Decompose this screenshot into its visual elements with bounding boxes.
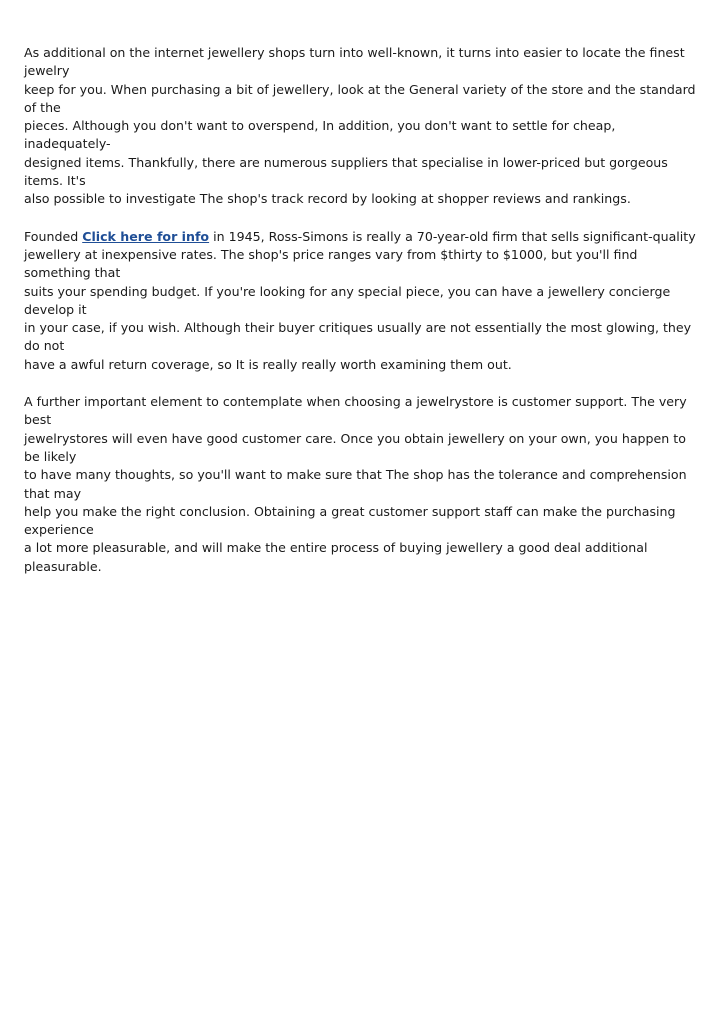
click-here-for-info-link[interactable]: Click here for info: [82, 228, 210, 244]
paragraph-2: [24, 228, 696, 374]
paragraph-1: As additional on the internet jewellery shops turn into well-known, it turns into easier to locate the finest jewelry keep for you. When purchasing a bit of jewellery, look at the General variety of the store and the standard of the pieces. Although you don't want to overspend, In addition, you don't want to settle for cheap, inadequately- designed items. Thankfully, there are numerous suppliers that specialise in lower-priced but gorgeous items. It's also possible to investigate The shop's track record by looking at shopper reviews and rankings.: [24, 45, 696, 207]
paragraph-2-rest: in 1945, Ross-Simons is really a 70-year-old firm that sells significant-quality jewellery at inexpensive rates. The shop's price ranges vary from $thirty to $1000, but you'll find something that suits your spending budget. If you're looking for any special piece, you can have a jewellery concierge develop it in your case, if you wish. Although their buyer critiques usually are not essentially the most glowing, they do not have a awful return coverage, so It is really really worth examining them out.: [24, 228, 696, 372]
paragraph-3: A further important element to contemplate when choosing a jewelrystore is customer support. The very best jewelrystores will even have good customer care. Once you obtain jewellery on your own, you happen to be likely to have many thoughts, so you'll want to make sure that The shop has the tolerance and comprehension that may help you make the right conclusion. Obtaining a great customer support staff can make the purchasing experience a lot more pleasurable, and will make the entire process of buying jewellery a good deal additional pleasurable.: [24, 394, 687, 574]
paragraph-2-lead: Founded: [24, 228, 83, 244]
document-body: [24, 44, 696, 595]
